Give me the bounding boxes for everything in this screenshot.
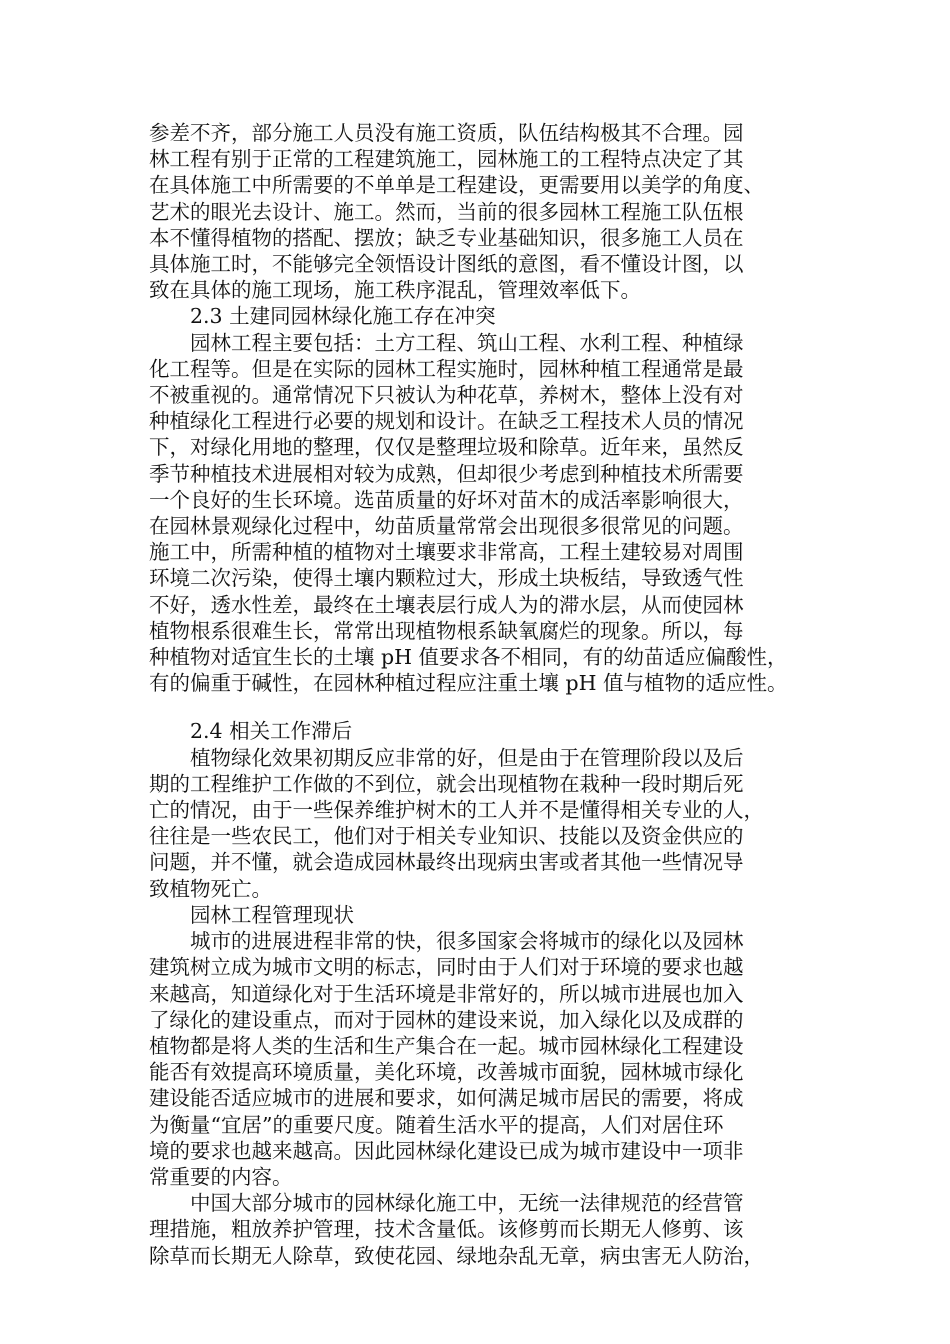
heading-text: 2.4 相关工作滞后	[190, 719, 353, 744]
text-line: 境的要求也越来越高。因此园林绿化建设已成为城市建设中一项非	[149, 1138, 744, 1163]
text-line: 不好，透水性差，最终在土壤表层行成人为的滞水层，从而使园林	[149, 592, 744, 617]
text-line: 致在具体的施工现场，施工秩序混乱，管理效率低下。	[149, 278, 641, 303]
text-line: 艺术的眼光去设计、施工。然而，当前的很多园林工程施工队伍根	[149, 199, 744, 224]
text-line: 种植绿化工程进行必要的规划和设计。在缺乏工程技术人员的情况	[149, 409, 744, 434]
text-line: 中国大部分城市的园林绿化施工中，无统一法律规范的经营管	[190, 1191, 744, 1216]
paragraph-continued	[149, 120, 819, 303]
text-line: 在园林景观绿化过程中，幼苗质量常常会出现很多很常见的问题。	[149, 514, 744, 539]
text-line: 种植物对适宜生长的土壤 pH 值要求各不相同，有的幼苗适应偏酸性，	[149, 645, 788, 670]
text-line: 植物都是将人类的生活和生产集合在一起。城市园林绿化工程建设	[149, 1033, 744, 1058]
paragraph-china-cities	[149, 1190, 819, 1269]
text-line: 下，对绿化用地的整理，仅仅是整理垃圾和除草。近年来，虽然反	[149, 435, 744, 460]
text-line: 具体施工时，不能够完全领悟设计图纸的意图，看不懂设计图，以	[149, 252, 744, 277]
text-line: 参差不齐，部分施工人员没有施工资质，队伍结构极其不合理。园	[149, 121, 744, 145]
text-line: 一个良好的生长环境。选苗质量的好坏对苗木的成活率影响很大，	[149, 487, 744, 512]
text-line: 建设能否适应城市的进展和要求，如何满足城市居民的需要，将成	[149, 1086, 744, 1111]
text-line: 环境二次污染，使得土壤内颗粒过大，形成土块板结，导致透气性	[149, 566, 744, 591]
text-line: 有的偏重于碱性，在园林种植过程应注重土壤 pH 值与植物的适应性。	[149, 671, 788, 696]
text-line: 致植物死亡。	[149, 876, 272, 901]
paragraph-2-3-body	[149, 330, 819, 697]
text-line: 不被重视的。通常情况下只被认为种花草，养树木，整体上没有对	[149, 383, 744, 408]
section-heading-management-status	[149, 902, 819, 928]
paragraph-spacer	[149, 696, 819, 718]
text-line: 往往是一些农民工，他们对于相关专业知识、技能以及资金供应的	[149, 824, 744, 849]
text-line: 了绿化的建设重点，而对于园林的建设来说，加入绿化以及成群的	[149, 1007, 744, 1032]
text-line: 为衡量“宜居”的重要尺度。随着生活水平的提高，人们对居住环	[149, 1112, 724, 1137]
heading-text: 园林工程管理现状	[190, 902, 354, 927]
paragraph-2-4-body	[149, 745, 819, 902]
section-heading-2-3	[149, 303, 819, 329]
text-line: 常重要的内容。	[149, 1164, 293, 1189]
text-line: 在具体施工中所需要的不单单是工程建设，更需要用以美学的角度、	[149, 173, 764, 198]
text-line: 理措施，粗放养护管理，技术含量低。该修剪而长期无人修剪、该	[149, 1217, 744, 1242]
text-line: 能否有效提高环境质量，美化环境，改善城市面貌，园林城市绿化	[149, 1060, 744, 1085]
text-line: 亡的情况，由于一些保养维护树木的工人并不是懂得相关专业的人，	[149, 798, 764, 823]
text-line: 问题，并不懂，就会造成园林最终出现病虫害或者其他一些情况导	[149, 850, 744, 875]
text-line: 园林工程主要包括：土方工程、筑山工程、水利工程、种植绿	[190, 330, 744, 355]
text-line: 施工中，所需种植的植物对土壤要求非常高，工程土建较易对周围	[149, 540, 744, 565]
text-line: 期的工程维护工作做的不到位，就会出现植物在栽种一段时期后死	[149, 771, 744, 796]
text-line: 城市的进展进程非常的快，很多国家会将城市的绿化以及园林	[190, 929, 744, 954]
text-line: 本不懂得植物的搭配、摆放；缺乏专业基础知识，很多施工人员在	[149, 225, 744, 250]
section-heading-2-4	[149, 718, 819, 744]
text-line: 植物根系很难生长，常常出现植物根系缺氧腐烂的现象。所以，每	[149, 618, 744, 643]
document-body	[149, 120, 819, 1269]
heading-text: 2.3 土建同园林绿化施工存在冲突	[190, 304, 496, 329]
text-line: 来越高，知道绿化对于生活环境是非常好的，所以城市进展也加入	[149, 981, 744, 1006]
text-line: 除草而长期无人除草，致使花园、绿地杂乱无章，病虫害无人防治，	[149, 1243, 764, 1268]
text-line: 建筑树立成为城市文明的标志，同时由于人们对于环境的要求也越	[149, 955, 744, 980]
text-line: 化工程等。但是在实际的园林工程实施时，园林种植工程通常是最	[149, 356, 744, 381]
paragraph-management-status-body	[149, 928, 819, 1190]
text-line: 植物绿化效果初期反应非常的好，但是由于在管理阶段以及后	[190, 745, 744, 770]
text-line: 季节种植技术进展相对较为成熟，但却很少考虑到种植技术所需要	[149, 461, 744, 486]
text-line: 林工程有别于正常的工程建筑施工，园林施工的工程特点决定了其	[149, 147, 744, 172]
